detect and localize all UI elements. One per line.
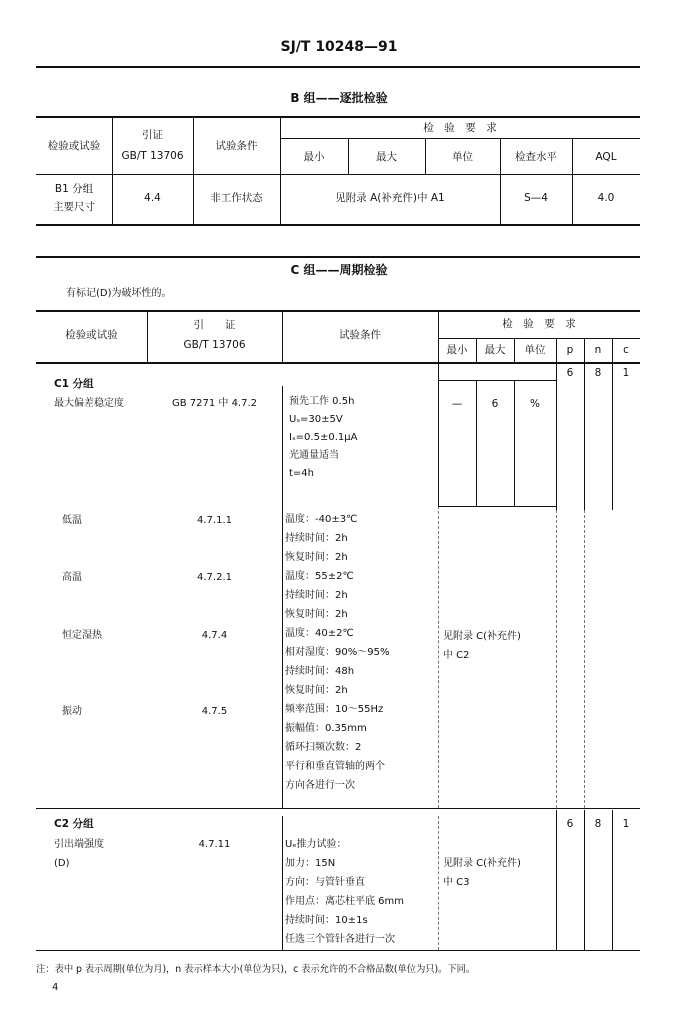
c1-item-damp-heat: 恒定湿热 <box>62 630 102 641</box>
c1-ref-damp-heat: 4.7.4 <box>201 630 228 641</box>
footnote: 注：表中 p 表示周期(单位为月)，n 表示样本大小(单位为只)，c 表示允许的不合格品数(单位为只)。下同。 <box>36 964 476 975</box>
b1-ref: 4.4 <box>144 192 161 204</box>
c1-env-conditions <box>285 510 389 795</box>
condition-line: 持续时间：48h <box>285 666 355 677</box>
c-header-requirements: 检 验 要 求 <box>502 318 576 330</box>
condition-line: Iₛ=0.5±0.1μA <box>289 432 358 443</box>
c-header-max: 最大 <box>484 344 506 356</box>
c-header-top-rule <box>36 310 640 312</box>
condition-line: 振幅值：0.35mm <box>285 723 367 734</box>
condition-line: Uₛ=30±5V <box>289 414 343 425</box>
b-header-item: 检验或试验 <box>47 140 101 152</box>
condition-line: 循环扫频次数：2 <box>285 742 362 753</box>
c1-item-vibration: 振动 <box>62 706 82 717</box>
c1-ref-low-temp: 4.7.1.1 <box>197 515 232 526</box>
destructive-note: 有标记(D)为破坏性的。 <box>66 288 172 299</box>
b1-aql: 4.0 <box>597 192 615 204</box>
c1-item-high-temp: 高温 <box>62 572 82 583</box>
c-header-unit: 单位 <box>524 344 546 356</box>
condition-line: 加力：15N <box>285 858 336 869</box>
group-b-bottom-rule <box>36 224 640 226</box>
condition-line: 平行和垂直管轴的两个 <box>285 761 385 772</box>
c1-c2-divider <box>36 808 640 809</box>
c1-c: 1 <box>622 367 630 379</box>
b1-item: 主要尺寸 <box>53 201 95 213</box>
condition-line: 恢复时间：2h <box>285 552 348 563</box>
group-b-title: B 组——逐批检验 <box>290 91 388 105</box>
b1-level: S—4 <box>524 192 548 204</box>
c1-p: 6 <box>566 367 574 379</box>
b1-requirement: 见附录 A(补充件)中 A1 <box>335 192 445 204</box>
c1-conditions-stability <box>289 393 357 483</box>
c1-ref-stability: GB 7271 中 4.7.2 <box>171 398 258 409</box>
c1-ref-vibration: 4.7.5 <box>201 706 228 717</box>
condition-line: 预先工作 0.5h <box>289 396 355 407</box>
condition-line: t=4h <box>289 468 314 479</box>
condition-line: 作用点：离芯柱平底 6mm <box>285 896 405 907</box>
c2-item-destructive: (D) <box>54 858 70 869</box>
c-header-ref-1: 引 证 <box>193 319 236 331</box>
group-c-top-rule <box>36 256 640 258</box>
b-header-min: 最小 <box>303 151 325 163</box>
b-header-level: 检查水平 <box>515 151 557 163</box>
group-c-title: C 组——周期检验 <box>290 263 388 277</box>
c1-item-low-temp: 低温 <box>62 515 82 526</box>
condition-line: Uₑ推力试验： <box>285 839 347 850</box>
condition-line: 恢复时间：2h <box>285 609 348 620</box>
b-header-ref-2: GB/T 13706 <box>121 150 184 162</box>
condition-line: 频率范围：10～55Hz <box>285 704 384 715</box>
c2-requirement-1: 见附录 C(补充件) <box>443 858 521 869</box>
group-b-top-rule <box>36 116 640 118</box>
c1-n: 8 <box>594 367 602 379</box>
condition-line: 相对湿度：90%～95% <box>285 647 390 658</box>
c1-min: — <box>451 398 463 410</box>
c-header-p: p <box>566 344 574 356</box>
condition-line: 恢复时间：2h <box>285 685 348 696</box>
condition-line: 持续时间：10±1s <box>285 915 368 926</box>
condition-line: 温度：55±2℃ <box>285 571 354 582</box>
c-table-bottom-rule <box>36 950 640 951</box>
condition-line: 方向：与管针垂直 <box>285 877 365 888</box>
c-header-bottom-rule <box>36 362 640 364</box>
b1-conditions: 非工作状态 <box>210 192 263 204</box>
condition-line: 持续时间：2h <box>285 590 348 601</box>
b-header-requirements: 检 验 要 求 <box>423 122 497 134</box>
condition-line: 方向各进行一次 <box>285 780 355 791</box>
c1-label: C1 分组 <box>54 378 94 390</box>
c1-env-requirement-2: 中 C2 <box>443 650 470 661</box>
c-header-conditions: 试验条件 <box>339 329 381 341</box>
c2-ref: 4.7.11 <box>198 839 231 850</box>
c1-env-requirement-1: 见附录 C(补充件) <box>443 631 521 642</box>
c2-c: 1 <box>622 818 630 830</box>
c2-requirement-2: 中 C3 <box>443 877 470 888</box>
condition-line: 任选三个管针各进行一次 <box>285 934 395 945</box>
c1-item-stability: 最大偏差稳定度 <box>54 398 124 409</box>
b-header-unit: 单位 <box>452 151 473 163</box>
b-header-aql: AQL <box>595 151 617 163</box>
c1-ref-high-temp: 4.7.2.1 <box>197 572 232 583</box>
c-header-item: 检验或试验 <box>65 329 118 341</box>
c1-unit: % <box>530 398 540 410</box>
c2-n: 8 <box>594 818 602 830</box>
condition-line: 持续时间：2h <box>285 533 348 544</box>
c1-max: 6 <box>491 398 499 410</box>
c-header-ref-2: GB/T 13706 <box>183 339 246 351</box>
b-header-conditions: 试验条件 <box>215 140 258 152</box>
c-header-min: 最小 <box>446 344 468 356</box>
condition-line: 光通量适当 <box>289 450 339 461</box>
standard-number: SJ/T 10248—91 <box>280 39 398 55</box>
c2-p: 6 <box>566 818 574 830</box>
c2-label: C2 分组 <box>54 818 94 830</box>
condition-line: 温度：-40±3℃ <box>285 514 358 525</box>
c-header-c: c <box>623 344 629 356</box>
c2-conditions <box>285 835 404 949</box>
c-header-n: n <box>594 344 602 356</box>
page-number: 4 <box>52 982 59 993</box>
b-header-ref-1: 引证 <box>142 129 163 141</box>
b1-label: B1 分组 <box>54 183 94 195</box>
header-rule <box>36 66 640 68</box>
b-header-max: 最大 <box>376 151 397 163</box>
condition-line: 温度：40±2℃ <box>285 628 354 639</box>
c2-item: 引出端强度 <box>54 839 104 850</box>
